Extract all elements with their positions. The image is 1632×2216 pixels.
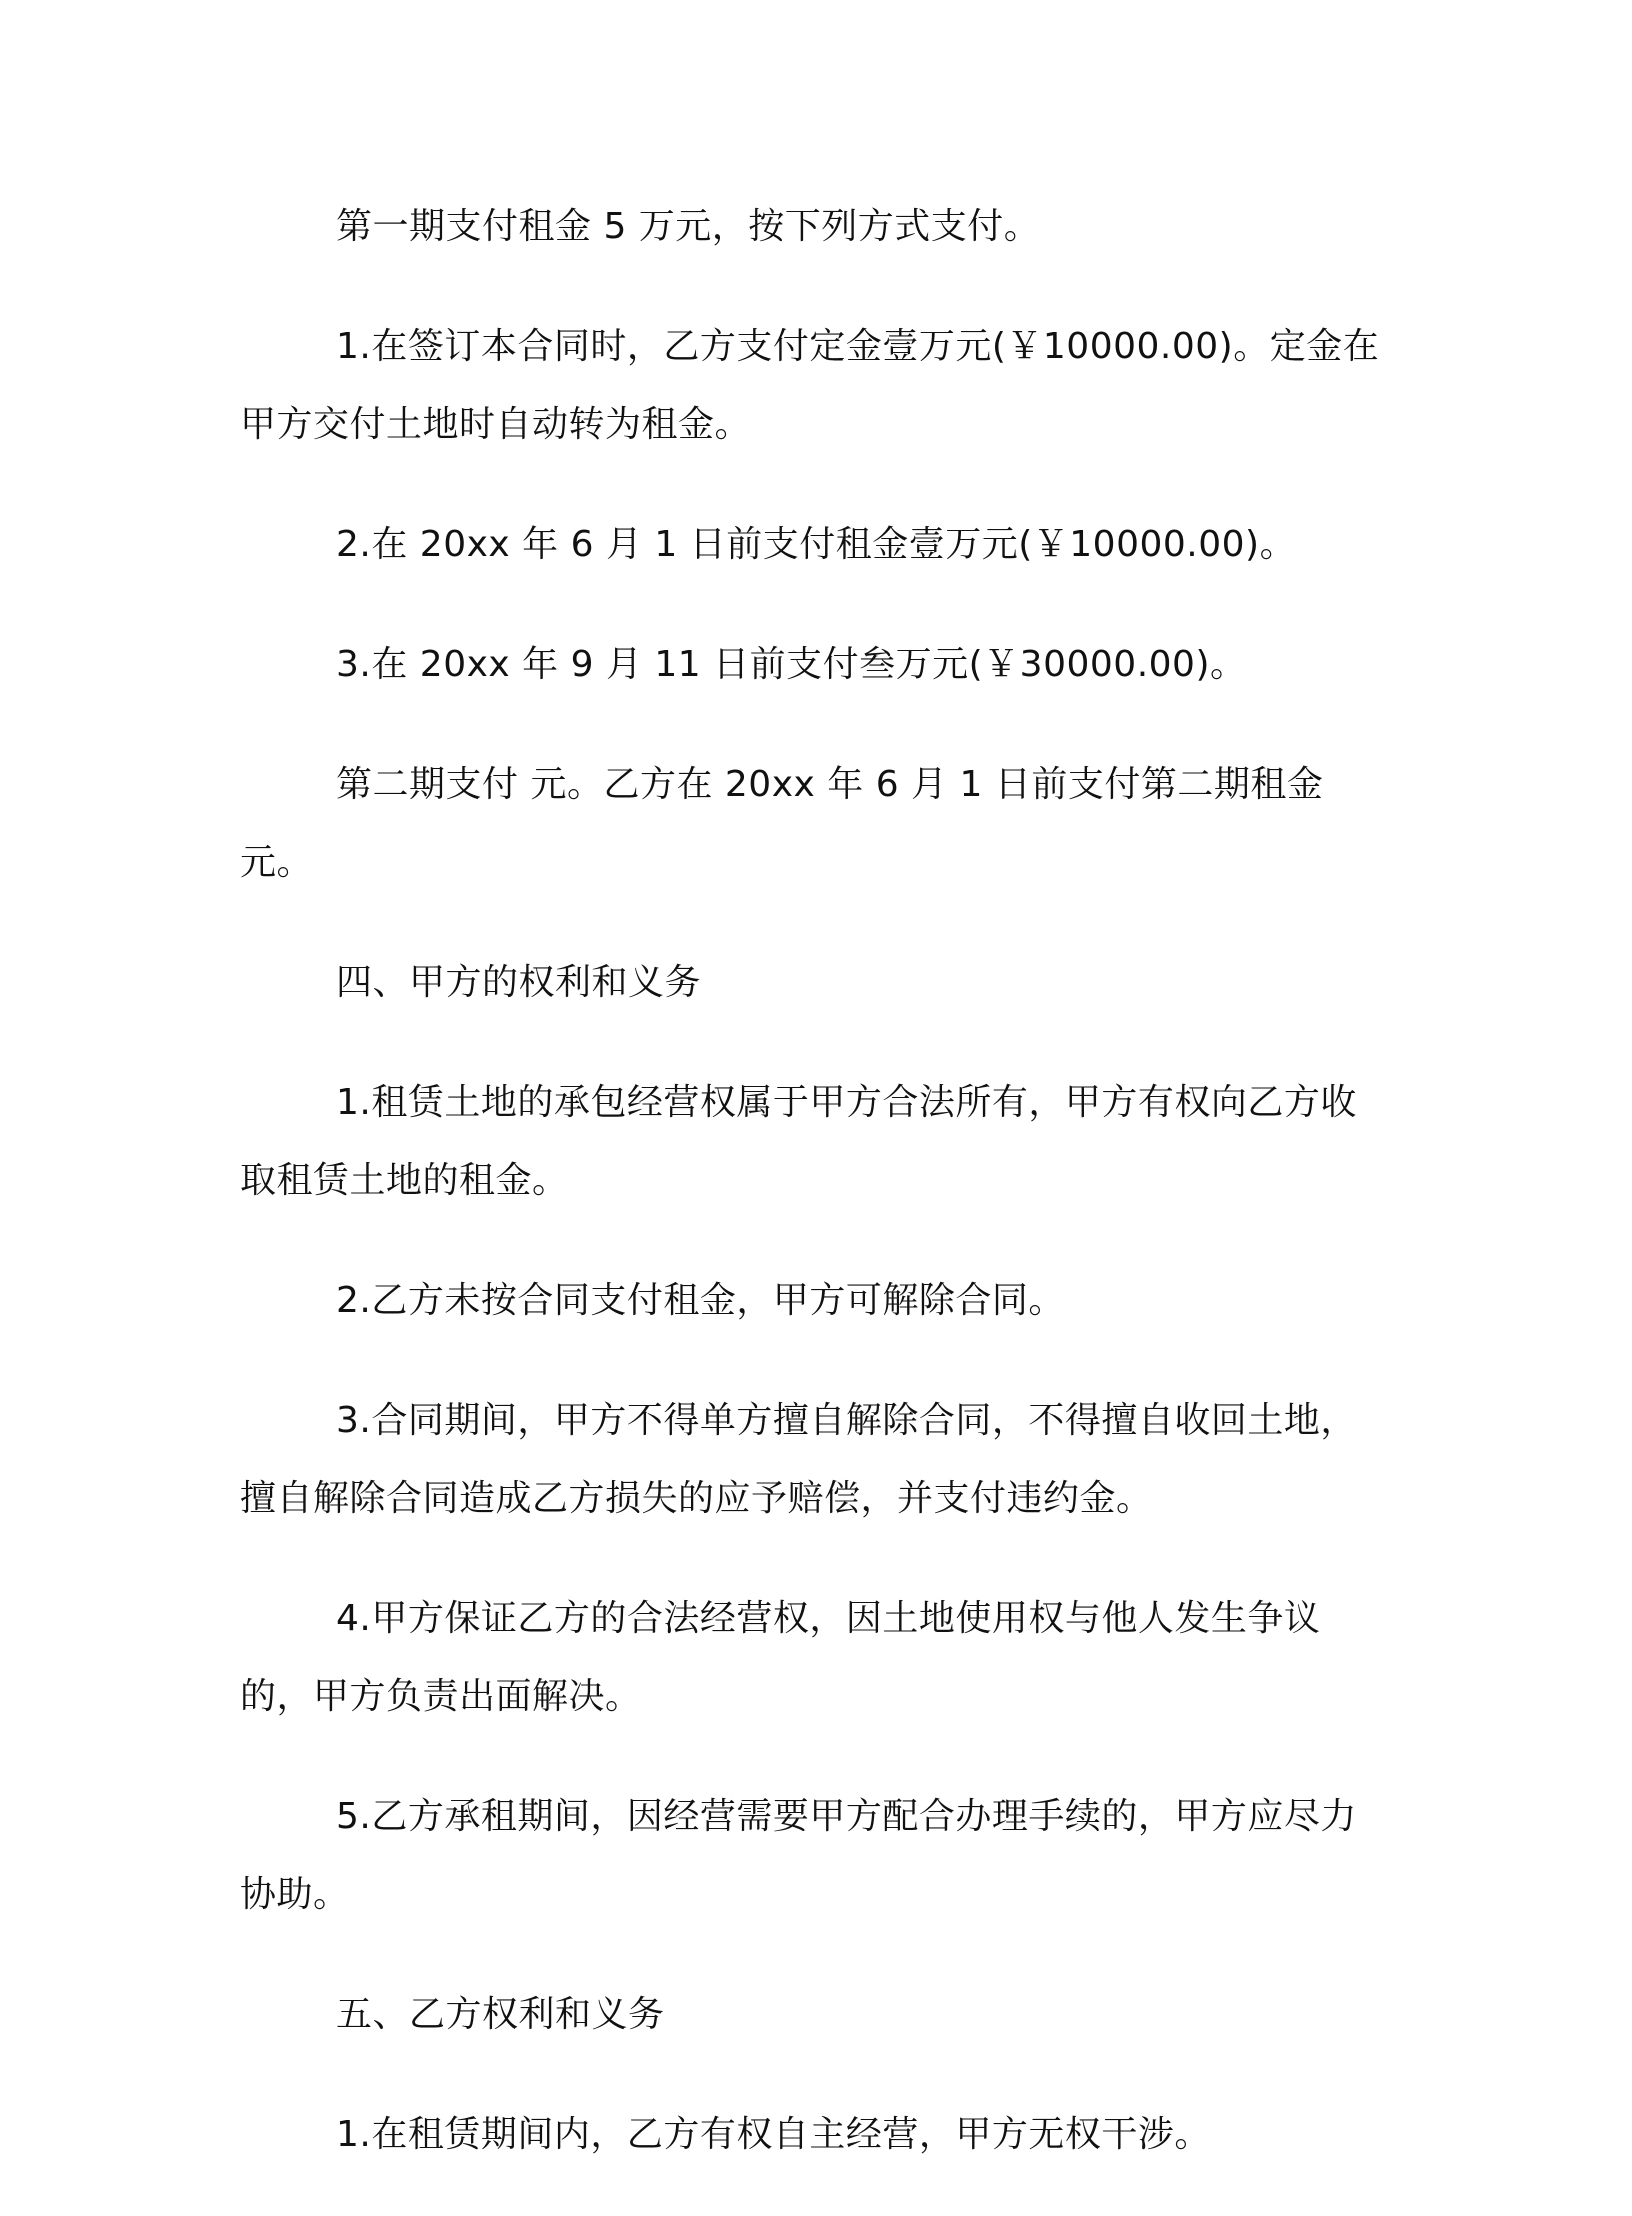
paragraph-payment-item-3: 3.在 20xx 年 9 月 11 日前支付叁万元(￥30000.00)。 <box>336 644 1247 685</box>
paragraph-second-payment: 第二期支付 元。乙方在 20xx 年 6 月 1 日前支付第二期租金 元。 <box>240 764 1324 883</box>
paragraph-first-payment: 第一期支付租金 5 万元，按下列方式支付。 <box>336 206 1041 247</box>
paragraph-party-a-item-2: 2.乙方未按合同支付租金，甲方可解除合同。 <box>336 1280 1065 1321</box>
paragraph-party-a-item-1: 1.租赁土地的承包经营权属于甲方合法所有，甲方有权向乙方收取租赁土地的租金。 <box>240 1082 1357 1201</box>
section-heading-party-a: 四、甲方的权利和义务 <box>336 962 702 1003</box>
section-heading-party-b: 五、乙方权利和义务 <box>336 1994 665 2035</box>
paragraph-party-b-item-1: 1.在租赁期间内，乙方有权自主经营，甲方无权干涉。 <box>336 2114 1211 2155</box>
paragraph-party-a-item-4: 4.甲方保证乙方的合法经营权，因土地使用权与他人发生争议的，甲方负责出面解决。 <box>240 1598 1321 1717</box>
document-body <box>240 188 1390 2216</box>
paragraph-party-a-item-5: 5.乙方承租期间，因经营需要甲方配合办理手续的，甲方应尽力协助。 <box>240 1796 1357 1915</box>
paragraph-payment-item-2: 2.在 20xx 年 6 月 1 日前支付租金壹万元(￥10000.00)。 <box>336 524 1297 565</box>
paragraph-payment-item-1: 1.在签订本合同时，乙方支付定金壹万元(￥10000.00)。定金在甲方交付土地时自动转为租金。 <box>240 326 1380 445</box>
paragraph-party-a-item-3: 3.合同期间，甲方不得单方擅自解除合同，不得擅自收回土地，擅自解除合同造成乙方损失的应予赔偿，并支付违约金。 <box>240 1400 1357 1519</box>
